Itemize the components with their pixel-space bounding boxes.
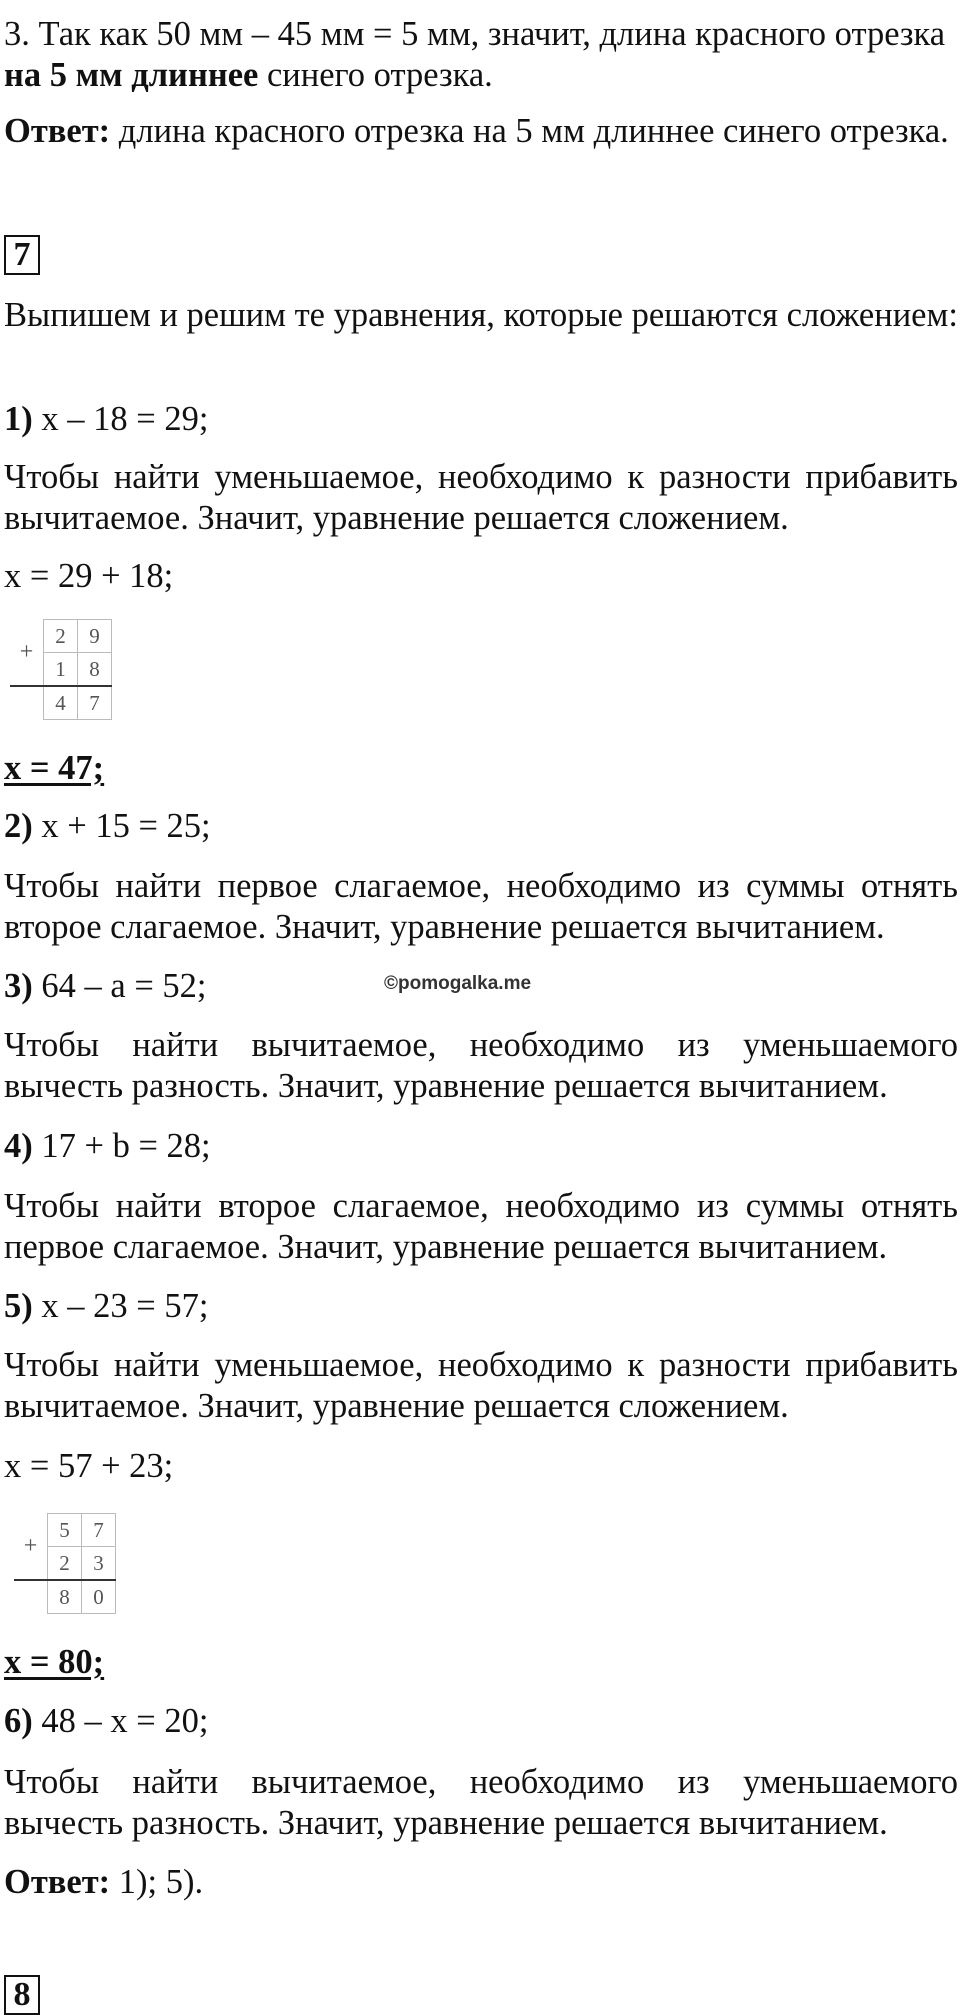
answer-text: 1); 5).: [110, 1863, 204, 1901]
plus-sign: +: [19, 639, 34, 666]
calc-empty-cell: [10, 686, 44, 720]
calc-digit: 2: [48, 1547, 82, 1581]
calc-digit: 2: [44, 620, 78, 653]
answer-label: Ответ:: [4, 112, 111, 150]
item-number: 4): [4, 1127, 33, 1165]
item-number: 5): [4, 1287, 33, 1325]
intro-answer: [4, 111, 958, 152]
equation-text: 48 – x = 20;: [32, 1702, 209, 1740]
intro-bold-phrase: на 5 мм длиннее: [4, 56, 259, 94]
task-7-answer: [4, 1862, 958, 1903]
equation-text: x + 15 = 25;: [32, 807, 211, 845]
calc-digit: 0: [82, 1580, 116, 1614]
item-number: 3): [4, 967, 33, 1005]
equation-text: 64 – a = 52;: [32, 967, 207, 1005]
explanation-6: Чтобы найти вычитаемое, необходимо из уменьшаемого вычесть разность. Значит, уравнение решается вычитанием.: [4, 1763, 958, 1842]
calc-digit: 7: [78, 686, 112, 720]
task-7-intro: Выпишем и решим те уравнения, которые решаются сложением:: [4, 296, 958, 334]
calc-digit: 9: [78, 620, 112, 653]
answer-text: длина красного отрезка на 5 мм длиннее синего отрезка.: [110, 112, 949, 150]
explanation-1: Чтобы найти уменьшаемое, необходимо к разности прибавить вычитаемое. Значит, уравнение решается сложением.: [4, 458, 958, 537]
item-number: 2): [4, 807, 33, 845]
calc-digit: 8: [78, 653, 112, 687]
equation-2: [4, 806, 958, 847]
calc-digit: 1: [44, 653, 78, 687]
explanation-2: Чтобы найти первое слагаемое, необходимо из суммы отнять второе слагаемое. Значит, уравнение решается вычитанием.: [4, 867, 958, 946]
task-7-number: 7: [4, 235, 40, 275]
equation-1: [4, 399, 958, 440]
equation-text: x – 23 = 57;: [32, 1287, 209, 1325]
result-5: x = 80;: [4, 1643, 105, 1681]
explanation-3: Чтобы найти вычитаемое, необходимо из уменьшаемого вычесть разность. Значит, уравнение решается вычитанием.: [4, 1026, 958, 1105]
solve-line-5: x = 57 + 23;: [4, 1447, 174, 1485]
calc-digit: 4: [44, 686, 78, 720]
equation-text: 17 + b = 28;: [32, 1127, 211, 1165]
item-number: 1): [4, 400, 33, 438]
task-8-number: 8: [4, 1975, 40, 2015]
equation-text: x – 18 = 29;: [32, 400, 209, 438]
explanation-5: Чтобы найти уменьшаемое, необходимо к разности прибавить вычитаемое. Значит, уравнение решается сложением.: [4, 1346, 958, 1425]
equation-6: [4, 1701, 958, 1742]
column-addition-5: [14, 1513, 116, 1614]
calc-digit: 8: [48, 1580, 82, 1614]
watermark: ©pomogalka.me: [384, 973, 532, 994]
answer-label: Ответ:: [4, 1863, 111, 1901]
item-number: 6): [4, 1702, 33, 1740]
intro-line2-rest: синего отрезка.: [258, 56, 493, 94]
equation-4: [4, 1126, 958, 1167]
explanation-4: Чтобы найти второе слагаемое, необходимо из суммы отнять первое слагаемое. Значит, уравнение решается вычитанием.: [4, 1187, 958, 1266]
column-addition-1: [10, 619, 112, 720]
calc-digit: 7: [82, 1514, 116, 1547]
calc-digit: 3: [82, 1547, 116, 1581]
result-1: x = 47;: [4, 749, 105, 787]
equation-5: [4, 1286, 958, 1327]
calc-digit: 5: [48, 1514, 82, 1547]
solve-line-1: x = 29 + 18;: [4, 557, 174, 595]
intro-paragraph: [4, 14, 958, 96]
calc-empty-cell: [14, 1580, 48, 1614]
plus-sign: +: [23, 1533, 38, 1560]
intro-line1: 3. Так как 50 мм – 45 мм = 5 мм, значит, длина красного отрезка: [4, 15, 946, 53]
